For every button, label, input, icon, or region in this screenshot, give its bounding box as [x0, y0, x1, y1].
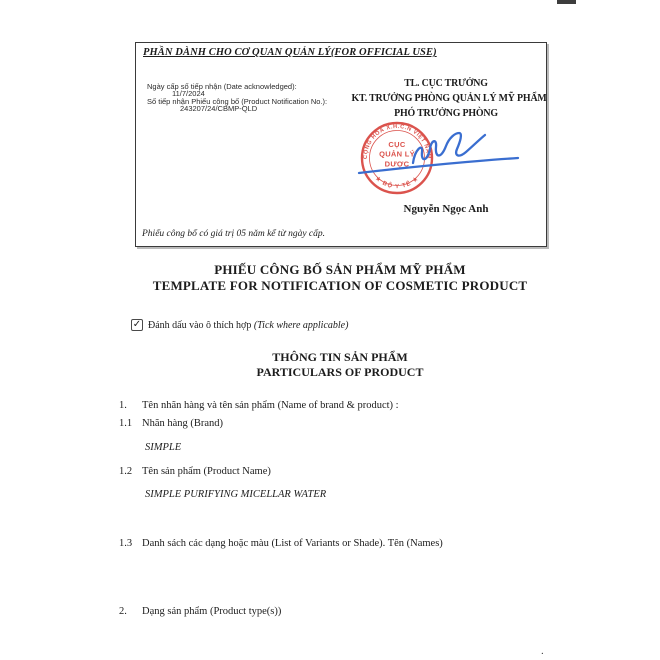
- stray-period-mark: .: [541, 645, 544, 657]
- item-1-1-row: [119, 418, 223, 429]
- document-title-vi: PHIẾU CÔNG BỐ SẢN PHẨM MỸ PHẨM: [214, 262, 466, 277]
- acknowledgement-block: [147, 83, 327, 112]
- date-acknowledged-label: Ngày cấp số tiếp nhận (Date acknowledged):: [147, 82, 297, 91]
- checkmark-icon: ✓: [132, 318, 142, 330]
- stamp-center-line-1: CỤC: [388, 140, 406, 149]
- tick-checkbox[interactable]: [131, 319, 143, 331]
- signatory-title-line-1: TL. CỤC TRƯỞNG: [404, 77, 488, 89]
- date-acknowledged-value: 11/7/2024: [172, 89, 205, 99]
- signatory-title-line-2: KT. TRƯỞNG PHÒNG QUẢN LÝ MỸ PHẨM: [351, 92, 547, 104]
- official-use-box: [135, 42, 547, 247]
- tick-instruction-label: [148, 319, 348, 331]
- stamp-center-line-2: QUẢN LÝ: [379, 149, 415, 159]
- stamp-arc-bottom-text: ★ BỘ Y TẾ ★: [373, 175, 421, 191]
- item-2-number: 2.: [119, 606, 127, 617]
- signature-scribble-icon: [356, 113, 521, 178]
- item-1-2-row: [119, 466, 271, 477]
- tick-label-vi: Đánh dấu vào ô thích hợp: [148, 320, 254, 331]
- item-2-label: Dạng sản phẩm (Product type(s)): [142, 606, 282, 617]
- item-1-row: [119, 400, 399, 411]
- document-title-en: TEMPLATE FOR NOTIFICATION OF COSMETIC PRODUCT: [152, 278, 528, 293]
- notification-no-label: Số tiếp nhận Phiếu công bố (Product Notification No.):: [147, 96, 328, 106]
- item-1-number: 1.: [119, 400, 127, 411]
- scan-corner-mark: [557, 0, 576, 4]
- stamp-center-line-3: DƯỢC: [384, 159, 410, 169]
- signatory-title-line-3: PHÓ TRƯỞNG PHÒNG: [394, 107, 498, 119]
- item-1-1-label: Nhãn hàng (Brand): [142, 418, 224, 429]
- item-1-label: Tên nhãn hàng và tên sản phẩm (Name of brand & product) :: [142, 400, 399, 411]
- signatory-name: Nguyễn Ngọc Anh: [403, 203, 489, 215]
- item-1-3-row: [119, 538, 443, 549]
- tick-label-en: (Tick where applicable): [253, 320, 349, 331]
- product-name-value: SIMPLE PURIFYING MICELLAR WATER: [145, 489, 327, 500]
- item-1-3-label: Danh sách các dạng hoặc màu (List of Variants or Shade). Tên (Names): [142, 538, 443, 549]
- section-heading-vi: THÔNG TIN SẢN PHẨM: [272, 350, 408, 364]
- brand-value: SIMPLE: [145, 442, 182, 453]
- item-2-row: [119, 606, 281, 617]
- official-use-heading: PHẦN DÀNH CHO CƠ QUAN QUẢN LÝ(FOR OFFICIAL USE): [143, 47, 437, 58]
- validity-note: Phiếu công bố có giá trị 05 năm kể từ ngày cấp.: [142, 229, 326, 239]
- item-1-3-number: 1.3: [119, 538, 133, 549]
- stamp-arc-top-text: CỘNG HOÀ X.H.C.N VIỆT NAM: [362, 123, 432, 160]
- item-1-1-number: 1.1: [119, 418, 133, 429]
- notification-no-value: 243207/24/CBMP-QLD: [180, 103, 258, 113]
- item-1-2-label: Tên sản phẩm (Product Name): [142, 466, 271, 477]
- item-1-2-number: 1.2: [119, 466, 133, 477]
- section-heading-en: PARTICULARS OF PRODUCT: [256, 365, 424, 379]
- tick-instruction-row: [131, 319, 348, 331]
